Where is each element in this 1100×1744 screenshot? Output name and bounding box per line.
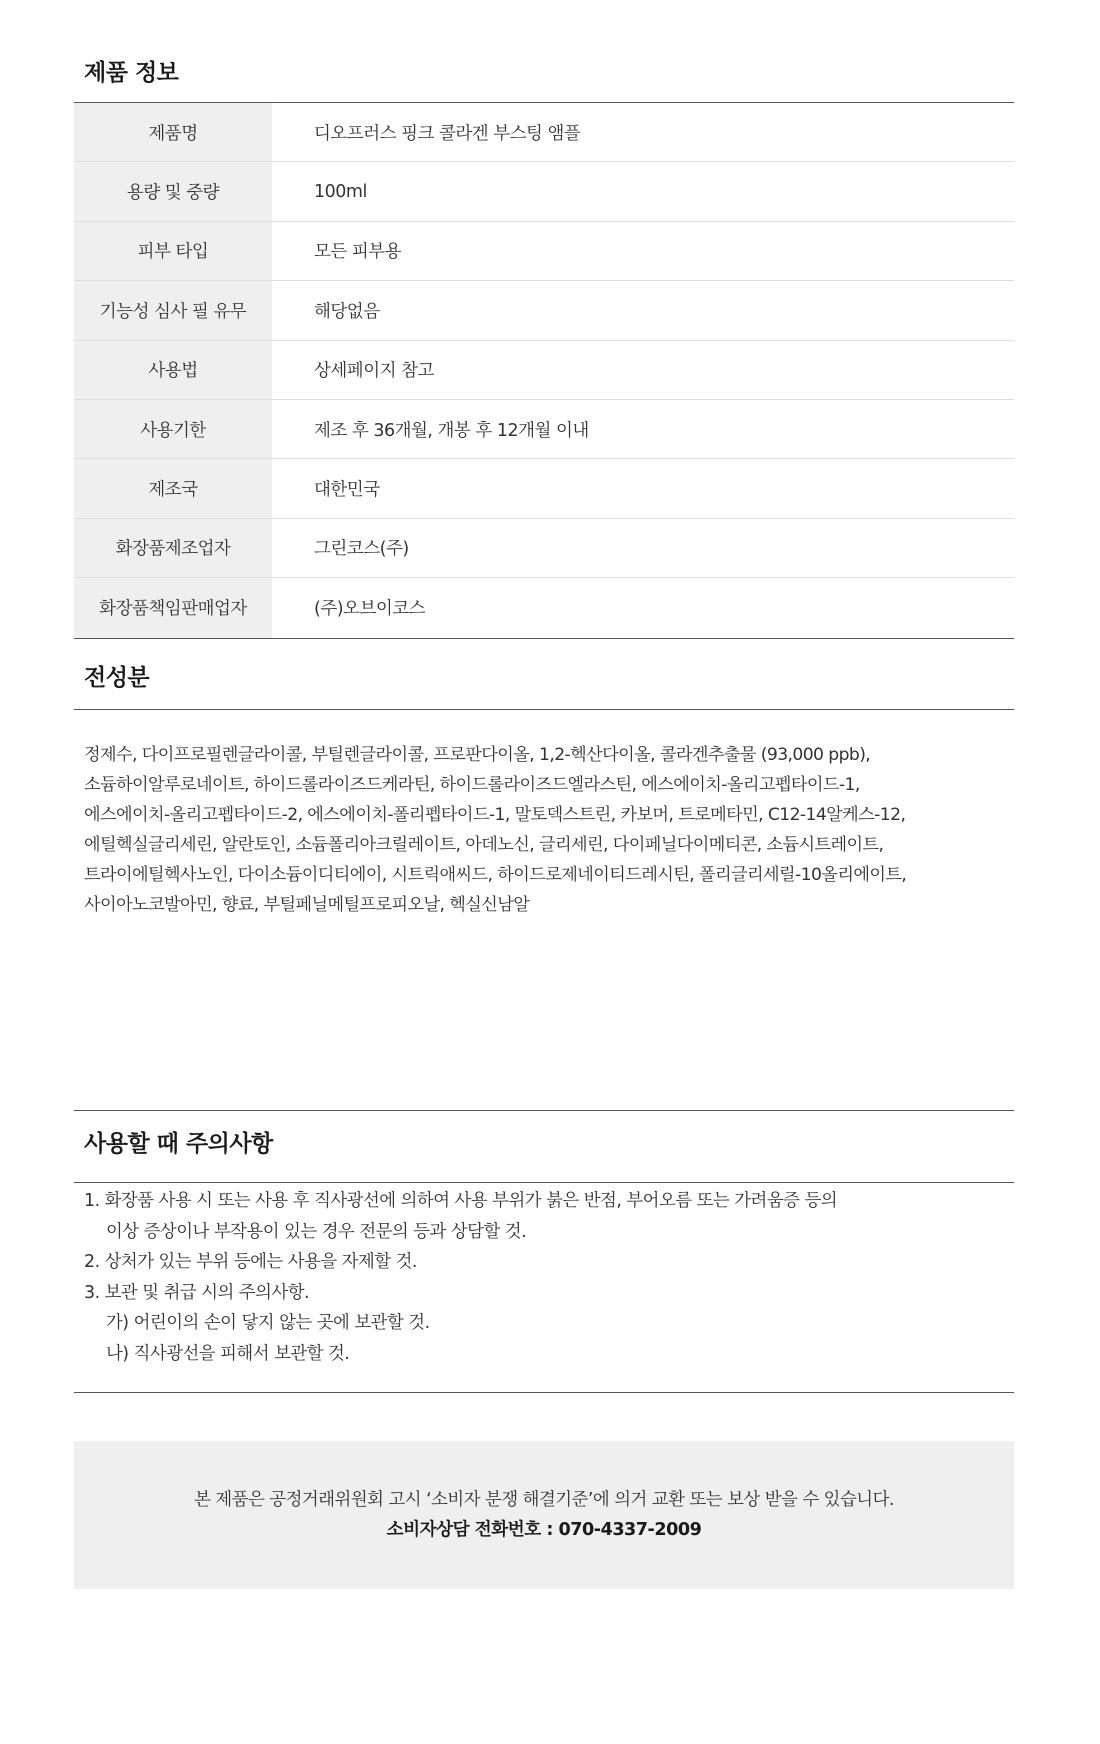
ingredients-line: 소듐하이알루로네이트, 하이드롤라이즈드케라틴, 하이드롤라이즈드엘라스틴, 에스에이치-올리고펩타이드-1,	[84, 775, 860, 795]
info-label: 피부 타입	[74, 222, 272, 280]
info-value: 디오프러스 핑크 콜라겐 부스팅 앰플	[314, 123, 581, 144]
info-row	[74, 578, 1014, 637]
info-label: 사용법	[74, 341, 272, 399]
caution-item: 나) 직사광선을 피해서 보관할 것.	[106, 1343, 350, 1364]
ingredients-line: 정제수, 다이프로필렌글라이콜, 부틸렌글라이콜, 프로판다이올, 1,2-헥산다이올, 콜라겐추출물 (93,000 ppb),	[84, 745, 871, 765]
info-row	[74, 281, 1014, 340]
ingredients-line: 에틸헥실글리세린, 알란토인, 소듐폴리아크릴레이트, 아데노신, 글리세린, 다이페닐다이메티콘, 소듐시트레이트,	[84, 835, 884, 855]
caution-item: 가) 어린이의 손이 닿지 않는 곳에 보관할 것.	[106, 1313, 430, 1333]
customer-phone: 소비자상담 전화번호 : 070-4337-2009	[386, 1520, 702, 1540]
info-row	[74, 459, 1014, 518]
info-row	[74, 222, 1014, 281]
caution-title: 사용할 때 주의사항	[84, 1131, 273, 1157]
ingredients-line: 사이아노코발아민, 향료, 부틸페닐메틸프로피오날, 헥실신남알	[84, 895, 530, 915]
product-info-table	[74, 102, 1014, 639]
info-value: 모든 피부용	[314, 242, 402, 263]
info-label: 기능성 심사 필 유무	[74, 281, 272, 339]
divider	[74, 709, 1014, 710]
caution-item: 2. 상처가 있는 부위 등에는 사용을 자제할 것.	[84, 1252, 417, 1272]
info-label: 화장품책임판매업자	[74, 578, 272, 637]
info-label: 사용기한	[74, 400, 272, 458]
info-value: 그린코스(주)	[314, 539, 409, 560]
info-row	[74, 162, 1014, 221]
info-row	[74, 341, 1014, 400]
notice-box	[74, 1441, 1014, 1589]
info-label: 화장품제조업자	[74, 519, 272, 577]
info-label: 제조국	[74, 459, 272, 517]
caution-item: 3. 보관 및 취급 시의 주의사항.	[84, 1282, 310, 1303]
ingredients-text	[84, 740, 1009, 920]
info-value: 100ml	[314, 181, 367, 202]
info-value: 해당없음	[314, 301, 380, 322]
ingredients-line: 트라이에틸헥사노인, 다이소듐이디티에이, 시트릭애씨드, 하이드로제네이티드레시틴, 폴리글리세릴-10올리에이트,	[84, 865, 907, 885]
caution-item: 1. 화장품 사용 시 또는 사용 후 직사광선에 의하여 사용 부위가 붉은 반점, 부어오름 또는 가려움증 등의	[84, 1191, 838, 1211]
divider	[74, 1110, 1014, 1111]
info-value: 상세페이지 참고	[314, 361, 434, 382]
info-row	[74, 519, 1014, 578]
caution-item: 이상 증상이나 부작용이 있는 경우 전문의 등과 상담할 것.	[106, 1221, 527, 1242]
info-row	[74, 103, 1014, 162]
notice-text: 본 제품은 공정거래위원회 고시 ‘소비자 분쟁 해결기준’에 의거 교환 또는 보상 받을 수 있습니다.	[194, 1490, 894, 1510]
info-row	[74, 400, 1014, 459]
divider	[74, 1392, 1014, 1393]
divider	[74, 1182, 1014, 1183]
caution-list	[84, 1186, 1009, 1369]
info-value: (주)오브이코스	[314, 599, 426, 620]
info-value: 제조 후 36개월, 개봉 후 12개월 이내	[314, 420, 589, 441]
product-info-title: 제품 정보	[84, 60, 179, 86]
ingredients-title: 전성분	[84, 665, 150, 691]
info-label: 용량 및 중량	[74, 162, 272, 220]
info-label: 제품명	[74, 103, 272, 161]
ingredients-line: 에스에이치-올리고펩타이드-2, 에스에이치-폴리펩타이드-1, 말토덱스트린, 카보머, 트로메타민, C12-14알케스-12,	[84, 805, 906, 825]
info-value: 대한민국	[314, 480, 380, 501]
